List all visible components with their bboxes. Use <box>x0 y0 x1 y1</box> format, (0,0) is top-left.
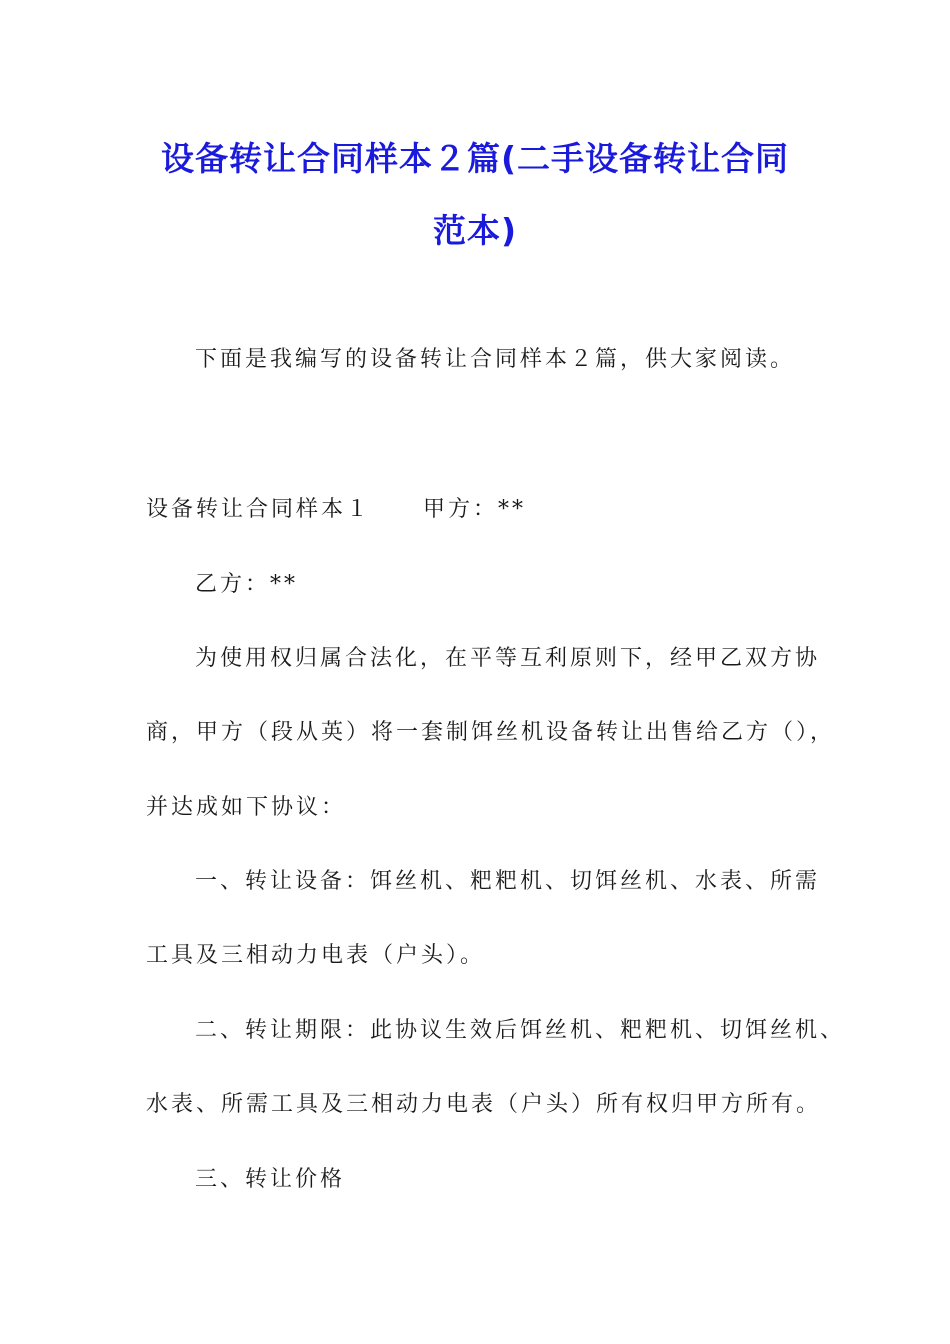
para1-line-2: 商，甲方（段从英）将一套制饵丝机设备转让出售给乙方（）， <box>146 720 836 745</box>
section-heading-row <box>146 499 526 521</box>
clause3-heading: 三、转让价格 <box>195 1167 346 1192</box>
party-a: 甲方：** <box>423 497 527 522</box>
intro-paragraph: 下面是我编写的设备转让合同样本２篇，供大家阅读。 <box>195 347 796 372</box>
document-title-line-2: 范本) <box>432 211 518 250</box>
para1-line-1: 为使用权归属合法化，在平等互利原则下，经甲乙双方协 <box>195 646 821 671</box>
para1-line-3: 并达成如下协议： <box>146 795 347 820</box>
clause2-line-1: 二、转让期限：此协议生效后饵丝机、粑粑机、切饵丝机、 <box>195 1018 846 1043</box>
party-b: 乙方：** <box>195 572 299 597</box>
clause1-line-2: 工具及三相动力电表（户头）。 <box>146 943 486 968</box>
clause2-line-2: 水表、所需工具及三相动力电表（户头）所有权归甲方所有。 <box>146 1092 822 1117</box>
clause1-line-1: 一、转让设备：饵丝机、粑粑机、切饵丝机、水表、所需 <box>195 869 821 894</box>
section-label: 设备转让合同样本１ <box>146 497 372 522</box>
document-title-line-1: 设备转让合同样本２篇(二手设备转让合同 <box>160 139 790 178</box>
